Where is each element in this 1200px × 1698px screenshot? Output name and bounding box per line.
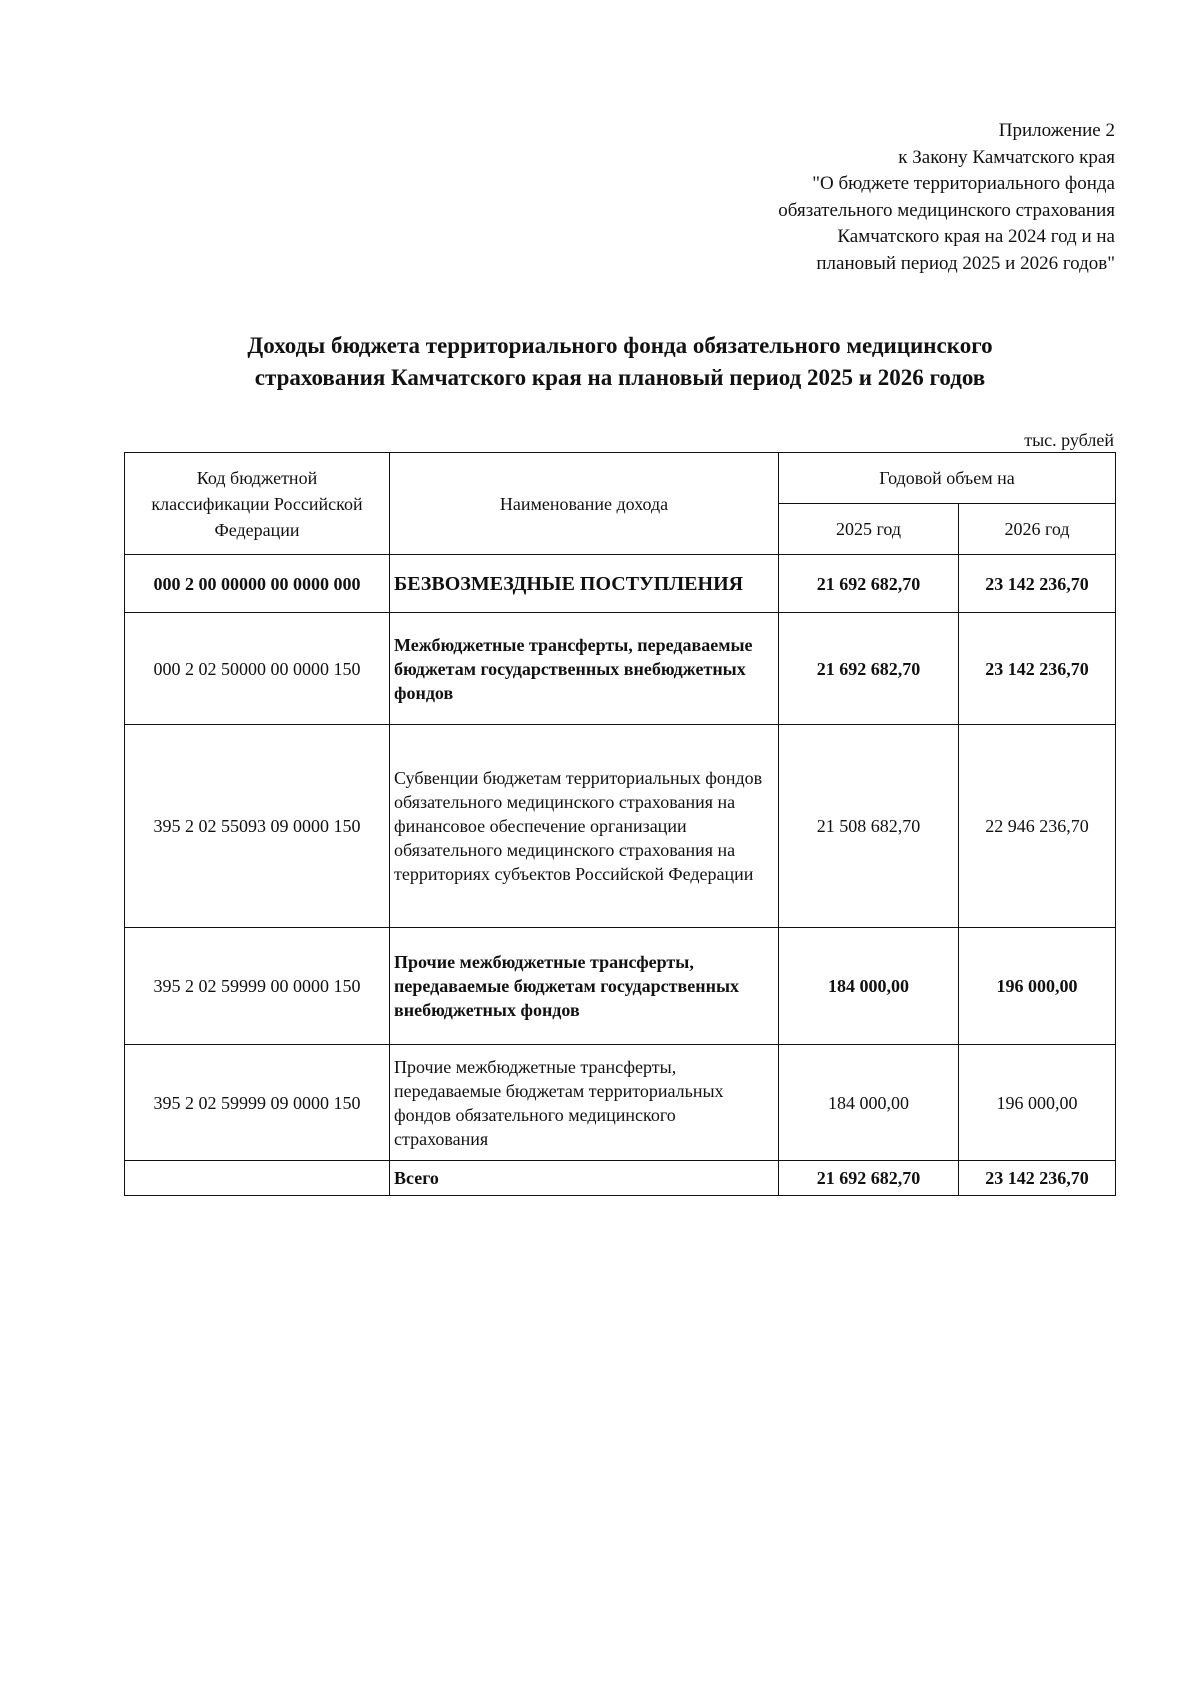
- row-value-2025: 21 508 682,70: [779, 725, 959, 928]
- row-value-2026: 23 142 236,70: [959, 555, 1116, 613]
- total-code: [125, 1161, 390, 1196]
- row-code: 000 2 02 50000 00 0000 150: [125, 613, 390, 725]
- header-row: [125, 453, 1116, 504]
- row-code: 395 2 02 59999 09 0000 150: [125, 1045, 390, 1161]
- row-name: Межбюджетные трансферты, передаваемые бюджетам государственных внебюджетных фондов: [390, 613, 779, 725]
- row-value-2025: 184 000,00: [779, 1045, 959, 1161]
- row-code: 000 2 00 00000 00 0000 000: [125, 555, 390, 613]
- row-value-2026: 196 000,00: [959, 928, 1116, 1045]
- appendix-line: плановый период 2025 и 2026 годов": [816, 252, 1115, 274]
- table-row: [125, 725, 1116, 928]
- title-line: страхования Камчатского края на плановый период 2025 и 2026 годов: [254, 365, 986, 390]
- header-year-2026: 2026 год: [959, 504, 1116, 555]
- header-code: Код бюджетной классификации Российской Федерации: [125, 453, 390, 555]
- table-row: [125, 1045, 1116, 1161]
- row-code: 395 2 02 55093 09 0000 150: [125, 725, 390, 928]
- row-code: 395 2 02 59999 00 0000 150: [125, 928, 390, 1045]
- title-line: Доходы бюджета территориального фонда обязательного медицинского: [247, 333, 993, 358]
- header-name: Наименование дохода: [390, 453, 779, 555]
- row-value-2025: 184 000,00: [779, 928, 959, 1045]
- appendix-line: Приложение 2: [998, 120, 1115, 141]
- row-name: Субвенции бюджетам территориальных фондов обязательного медицинского страхования на финансовое обеспечение организации обязательного медицинского страхования на территориях субъектов Российской Федерации: [390, 725, 779, 928]
- appendix-line: обязательного медицинского страхования: [778, 199, 1115, 221]
- header-volume: Годовой объем на: [779, 453, 1116, 504]
- total-label: Всего: [390, 1161, 779, 1196]
- total-value-2025: 21 692 682,70: [779, 1161, 959, 1196]
- row-name: БЕЗВОЗМЕЗДНЫЕ ПОСТУПЛЕНИЯ: [390, 555, 779, 613]
- row-value-2025: 21 692 682,70: [779, 555, 959, 613]
- document-title: [120, 330, 1120, 394]
- row-value-2026: 22 946 236,70: [959, 725, 1116, 928]
- total-value-2026: 23 142 236,70: [959, 1161, 1116, 1196]
- table-row: [125, 613, 1116, 725]
- income-table: [124, 452, 1116, 1196]
- row-value-2025: 21 692 682,70: [779, 613, 959, 725]
- row-name: Прочие межбюджетные трансферты, передаваемые бюджетам территориальных фондов обязательного медицинского страхования: [390, 1045, 779, 1161]
- appendix-header: [778, 118, 1115, 277]
- appendix-line: к Закону Камчатского края: [898, 146, 1115, 168]
- row-name: Прочие межбюджетные трансферты, передаваемые бюджетам государственных внебюджетных фондов: [390, 928, 779, 1045]
- appendix-line: Камчатского края на 2024 год и на: [837, 226, 1115, 247]
- appendix-line: "О бюджете территориального фонда: [812, 173, 1115, 194]
- row-value-2026: 196 000,00: [959, 1045, 1116, 1161]
- row-value-2026: 23 142 236,70: [959, 613, 1116, 725]
- table-row: [125, 928, 1116, 1045]
- header-year-2025: 2025 год: [779, 504, 959, 555]
- total-row: [125, 1161, 1116, 1196]
- units-label: тыс. рублей: [1024, 430, 1114, 450]
- table-row: [125, 555, 1116, 613]
